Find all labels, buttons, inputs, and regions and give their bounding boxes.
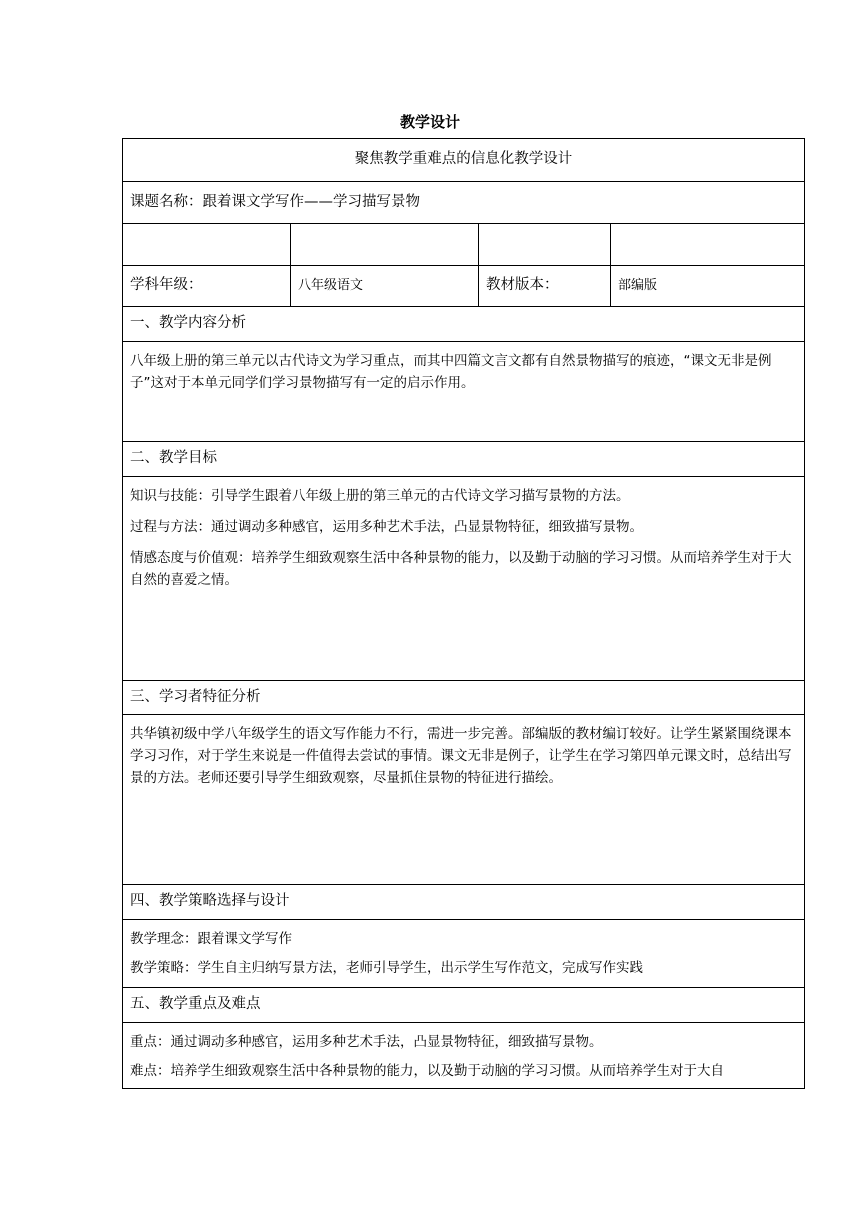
section-body — [123, 920, 805, 988]
section-heading: 五、教学重点及难点 — [123, 988, 805, 1023]
paragraph: 情感态度与价值观：培养学生细致观察生活中各种景物的能力，以及勤于动脑的学习习惯。从而培养学生对于大自然的喜爱之情。 — [130, 550, 792, 588]
section-body — [123, 477, 805, 681]
design-table — [122, 138, 805, 1089]
paragraph: 共华镇初级中学八年级学生的语文写作能力不行，需进一步完善。部编版的教材编订较好。让学生紧紧围绕课本学习习作，对于学生来说是一件值得去尝试的事情。课文无非是例子，让学生在学习第四单元课文时，总结出写景的方法。老师还要引导学生细致观察，尽量抓住景物的特征进行描绘。 — [130, 726, 792, 786]
section-heading: 一、教学内容分析 — [123, 307, 805, 342]
paragraph: 八年级上册的第三单元以古代诗文为学习重点，而其中四篇文言文都有自然景物描写的痕迹，“课文无非是例子”这对于本单元同学们学习景物描写有一定的启示作用。 — [130, 353, 772, 391]
empty-cell — [611, 224, 805, 266]
paragraph: 教学理念：跟着课文学写作 — [130, 931, 292, 947]
section-heading: 四、教学策略选择与设计 — [123, 885, 805, 920]
textbook-label: 教材版本： — [479, 266, 611, 307]
paragraph: 重点：通过调动多种感官，运用多种艺术手法，凸显景物特征，细致描写景物。 — [130, 1034, 603, 1050]
paragraph: 难点：培养学生细致观察生活中各种景物的能力，以及勤于动脑的学习习惯。从而培养学生对于大自 — [130, 1063, 724, 1079]
table-header: 聚焦教学重难点的信息化教学设计 — [123, 139, 805, 182]
paragraph: 过程与方法：通过调动多种感官，运用多种艺术手法，凸显景物特征，细致描写景物。 — [130, 519, 643, 535]
empty-cell — [479, 224, 611, 266]
section-body — [123, 715, 805, 885]
empty-cell — [291, 224, 479, 266]
section-body — [123, 342, 805, 442]
section-heading: 二、教学目标 — [123, 442, 805, 477]
section-heading: 三、学习者特征分析 — [123, 681, 805, 715]
textbook-value: 部编版 — [611, 266, 805, 307]
paragraph: 教学策略：学生自主归纳写景方法，老师引导学生，出示学生写作范文，完成写作实践 — [130, 960, 643, 976]
subject-grade-value: 八年级语文 — [291, 266, 479, 307]
section-body — [123, 1023, 805, 1089]
document-title: 教学设计 — [399, 113, 460, 131]
empty-cell — [123, 224, 291, 266]
subject-grade-label: 学科年级： — [123, 266, 291, 307]
course-name: 课题名称：跟着课文学写作——学习描写景物 — [123, 182, 805, 224]
paragraph: 知识与技能：引导学生跟着八年级上册的第三单元的古代诗文学习描写景物的方法。 — [130, 488, 630, 504]
